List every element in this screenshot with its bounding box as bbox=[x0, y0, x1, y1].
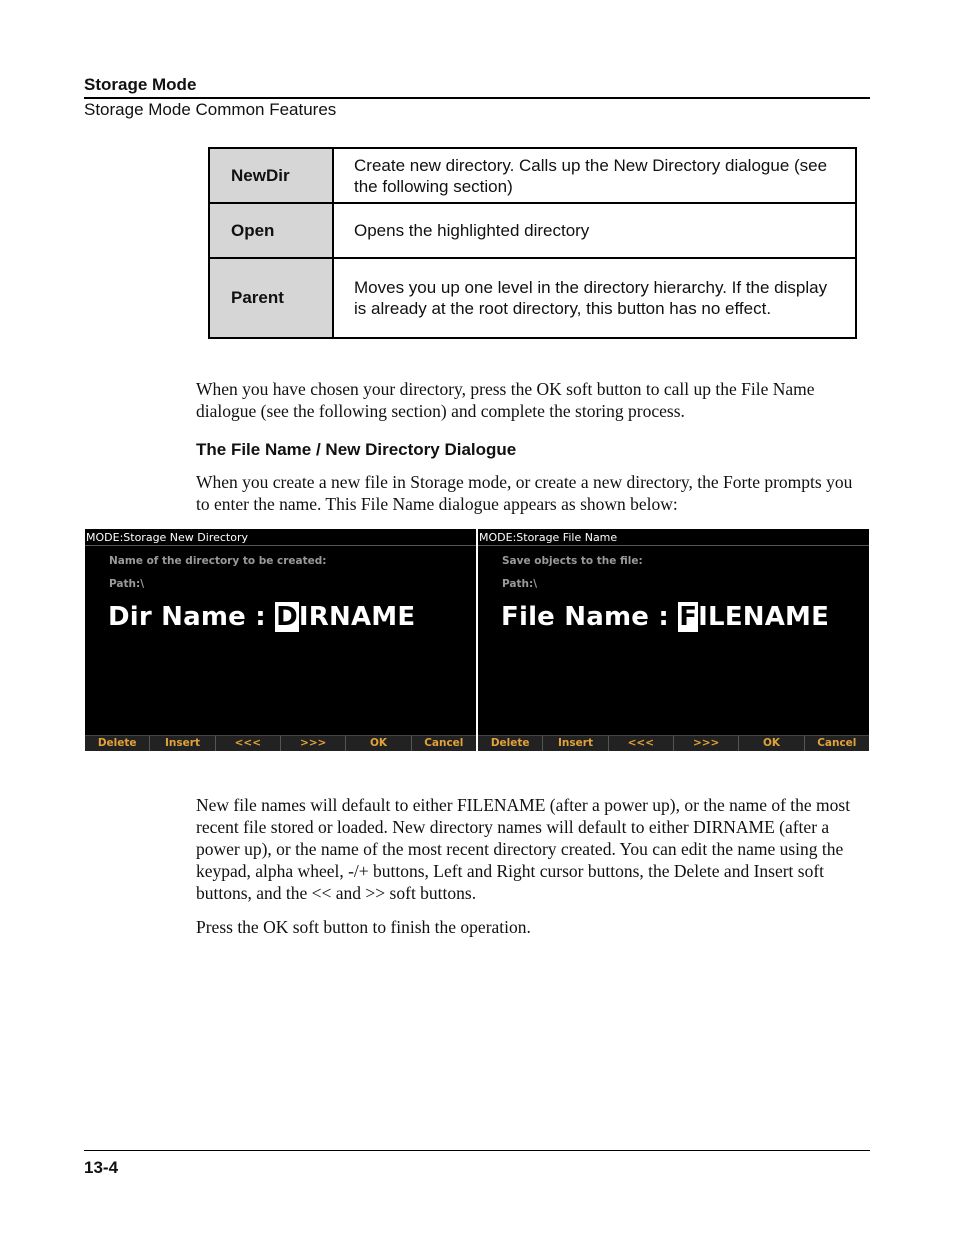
section-title: The File Name / New Directory Dialogue bbox=[196, 440, 517, 459]
cursor-right-soft-button[interactable]: >>> bbox=[674, 736, 739, 751]
path-text: Path:\ bbox=[109, 578, 145, 590]
button-table bbox=[208, 147, 857, 339]
file-name-screen bbox=[478, 529, 869, 751]
insert-soft-button[interactable]: Insert bbox=[150, 736, 215, 751]
ok-soft-button[interactable]: OK bbox=[739, 736, 804, 751]
button-name-cell: Parent bbox=[209, 258, 333, 338]
text-cursor: F bbox=[679, 602, 698, 632]
new-directory-screen bbox=[85, 529, 476, 751]
name-label: File Name : bbox=[501, 602, 679, 632]
header-rule bbox=[84, 97, 870, 99]
button-name-cell: NewDir bbox=[209, 148, 333, 203]
paragraph: New file names will default to either FILENAME (after a power up), or the name of the most recent file stored or loaded. New directory names will default to either DIRNAME (after a power up), or the name of the most recent directory created. You can edit the name using the keypad, alpha wheel, -/+ buttons, Left and Right cursor buttons, the Delete and Insert soft buttons, and the << and >> soft buttons. bbox=[196, 795, 851, 903]
paragraph: When you have chosen your directory, press the OK soft button to call up the File Name dialogue (see the following section) and complete the storing process. bbox=[196, 379, 815, 421]
cancel-soft-button[interactable]: Cancel bbox=[817, 737, 857, 749]
name-entry bbox=[108, 602, 415, 632]
button-description-cell: Create new directory. Calls up the New Directory dialogue (see the following section) bbox=[333, 148, 856, 203]
soft-button-bar bbox=[85, 735, 476, 751]
cursor-right-soft-button[interactable]: >>> bbox=[281, 736, 346, 751]
cancel-soft-button[interactable]: Cancel bbox=[424, 737, 464, 749]
button-description-cell: Moves you up one level in the directory hierarchy. If the display is already at the root directory, this button has no effect. bbox=[333, 258, 856, 338]
soft-button-bar bbox=[478, 735, 869, 751]
paragraph: Press the OK soft button to finish the operation. bbox=[196, 917, 531, 937]
header-subtitle: Storage Mode Common Features bbox=[84, 100, 337, 119]
button-description-cell: Opens the highlighted directory bbox=[333, 203, 856, 258]
name-value: ILENAME bbox=[698, 602, 830, 632]
path-text: Path:\ bbox=[502, 578, 538, 590]
mode-label: MODE:Storage New Directory bbox=[86, 531, 248, 544]
mode-label: MODE:Storage File Name bbox=[479, 531, 618, 544]
delete-soft-button[interactable]: Delete bbox=[85, 736, 150, 751]
table-row bbox=[209, 258, 856, 338]
button-name-cell: Open bbox=[209, 203, 333, 258]
cursor-left-soft-button[interactable]: <<< bbox=[609, 736, 674, 751]
table-row bbox=[209, 203, 856, 258]
insert-soft-button[interactable]: Insert bbox=[543, 736, 608, 751]
prompt-text: Name of the directory to be created: bbox=[109, 555, 327, 567]
prompt-text: Save objects to the file: bbox=[502, 555, 643, 567]
delete-soft-button[interactable]: Delete bbox=[478, 736, 543, 751]
footer-rule bbox=[84, 1150, 870, 1151]
page-number: 13-4 bbox=[84, 1158, 119, 1177]
name-entry bbox=[501, 602, 829, 632]
divider bbox=[85, 545, 476, 546]
name-value: IRNAME bbox=[298, 602, 416, 632]
ok-soft-button[interactable]: OK bbox=[346, 736, 411, 751]
text-cursor: D bbox=[276, 602, 298, 632]
table-row bbox=[209, 148, 856, 203]
divider bbox=[478, 545, 869, 546]
header-title: Storage Mode bbox=[84, 75, 197, 94]
name-label: Dir Name : bbox=[108, 602, 276, 632]
cursor-left-soft-button[interactable]: <<< bbox=[216, 736, 281, 751]
paragraph: When you create a new file in Storage mode, or create a new directory, the Forte prompts you to enter the name. This File Name dialogue appears as shown below: bbox=[196, 472, 853, 514]
